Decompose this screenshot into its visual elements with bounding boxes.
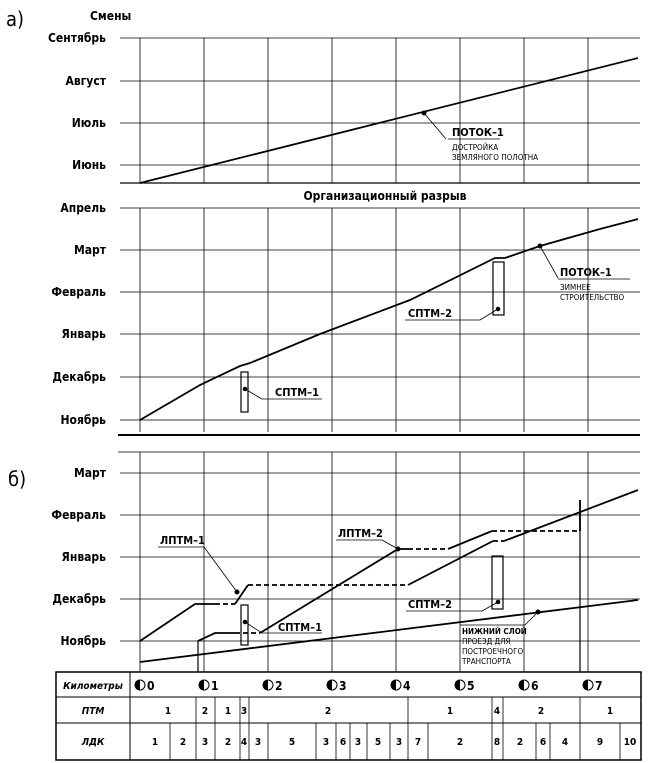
month-label-b: Январь (61, 550, 106, 564)
km-label: 1 (211, 679, 219, 693)
ldk-header: ЛДК (81, 737, 105, 748)
month-label-a: Март (73, 243, 106, 257)
km-mark-icon (327, 680, 337, 690)
km-mark-icon (135, 680, 145, 690)
ldk-cell: 2 (456, 737, 464, 748)
km-label: 4 (403, 679, 411, 693)
ptm-cell: 2 (537, 706, 545, 717)
month-label-a: Ноябрь (60, 413, 106, 427)
ldk-cell: 5 (288, 737, 296, 748)
km-mark-icon (263, 680, 273, 690)
km-mark-icon (519, 680, 529, 690)
km-label: 3 (339, 679, 347, 693)
km-marks (135, 680, 593, 690)
month-label-a: Август (65, 74, 106, 88)
panel-a (118, 38, 640, 435)
lower-layer-title: НИЖНИЙ СЛОЙ (462, 627, 527, 636)
lower-layer-line3: ТРАНСПОРТА (462, 657, 511, 666)
panel-b-letter: б) (8, 467, 27, 491)
ldk-cell: 4 (240, 737, 248, 748)
km-label: 7 (595, 679, 603, 693)
sptm2-a-label: СПТМ–2 (408, 307, 452, 320)
sptm1-a-label: СПТМ–1 (275, 386, 319, 399)
ldk-cell: 4 (561, 737, 569, 748)
lower-layer-line2: ПОСТРОЕЧНОГО (462, 647, 524, 656)
ldk-cell: 3 (322, 737, 330, 748)
month-label-a: Декабрь (52, 370, 106, 384)
ptm-cell: 3 (240, 706, 248, 717)
ldk-cell: 3 (354, 737, 362, 748)
flow1-title: ПОТОК–1 (452, 126, 504, 139)
km-label: 6 (531, 679, 539, 693)
km-label: 5 (467, 679, 475, 693)
flow2-line1: ЗИМНЕЕ (560, 283, 591, 292)
flow1-line1: ДОСТРОЙКА (452, 143, 499, 152)
km-label: 0 (147, 679, 155, 693)
km-label: 2 (275, 679, 283, 693)
ptm-header: ПТМ (81, 706, 105, 717)
sptm1-b-label: СПТМ–1 (278, 621, 322, 634)
month-label-b: Март (73, 466, 106, 480)
ptm-cell: 2 (324, 706, 332, 717)
ldk-cell: 2 (179, 737, 187, 748)
km-mark-icon (455, 680, 465, 690)
ptm-cell: 1 (164, 706, 172, 717)
month-label-a: Январь (61, 327, 106, 341)
ldk-cell: 2 (516, 737, 524, 748)
month-label-a: Апрель (60, 201, 106, 215)
lptm2-label: ЛПТМ–2 (338, 527, 383, 540)
month-label-a: Июнь (72, 158, 106, 172)
ldk-cell: 10 (623, 737, 637, 748)
sptm1-b-box (241, 605, 248, 645)
ldk-cell: 1 (151, 737, 159, 748)
ptm-cell: 2 (201, 706, 209, 717)
ldk-cell: 6 (339, 737, 347, 748)
sptm1-a-box (241, 372, 248, 412)
lower-layer-line (140, 600, 638, 662)
month-label-b: Февраль (51, 508, 106, 522)
km-mark-icon (199, 680, 209, 690)
ldk-cell: 3 (254, 737, 262, 748)
sptm2-b-label: СПТМ–2 (408, 598, 452, 611)
month-label-a: Февраль (51, 285, 106, 299)
y-axis-title: Смены (90, 9, 132, 23)
km-mark-icon (583, 680, 593, 690)
panel-b (118, 452, 640, 672)
gap-label: Организационный разрыв (303, 189, 467, 203)
flow2-title: ПОТОК–1 (560, 266, 612, 279)
ptm-cell: 1 (606, 706, 614, 717)
flow1-winter-line (140, 219, 638, 420)
ldk-cell: 5 (374, 737, 382, 748)
lower-layer-line1: ПРОЕЗД ДЛЯ (462, 637, 511, 646)
ptm-cell: 1 (224, 706, 232, 717)
lptm2-solid (198, 633, 235, 641)
km-header: Километры (63, 681, 123, 692)
month-label-b: Декабрь (52, 592, 106, 606)
ldk-cell: 7 (414, 737, 422, 748)
panel-a-letter: а) (6, 7, 25, 31)
ldk-cell: 8 (493, 737, 501, 748)
flow1-line2: ЗЕМЛЯНОГО ПОЛОТНА (452, 153, 539, 162)
ptm-cell: 1 (446, 706, 454, 717)
month-label-a: Июль (71, 116, 106, 130)
ptm-cell: 4 (493, 706, 501, 717)
lptm1-label: ЛПТМ–1 (160, 534, 205, 547)
ldk-cell: 2 (224, 737, 232, 748)
ldk-cell: 3 (395, 737, 403, 748)
ldk-cell: 6 (539, 737, 547, 748)
flow2-line2: СТРОИТЕЛЬСТВО (560, 293, 625, 302)
flow1-line (140, 58, 638, 183)
ldk-cell: 3 (201, 737, 209, 748)
month-label-a: Сентябрь (48, 31, 106, 45)
ldk-cell: 9 (596, 737, 604, 748)
month-label-b: Ноябрь (60, 634, 106, 648)
km-mark-icon (391, 680, 401, 690)
